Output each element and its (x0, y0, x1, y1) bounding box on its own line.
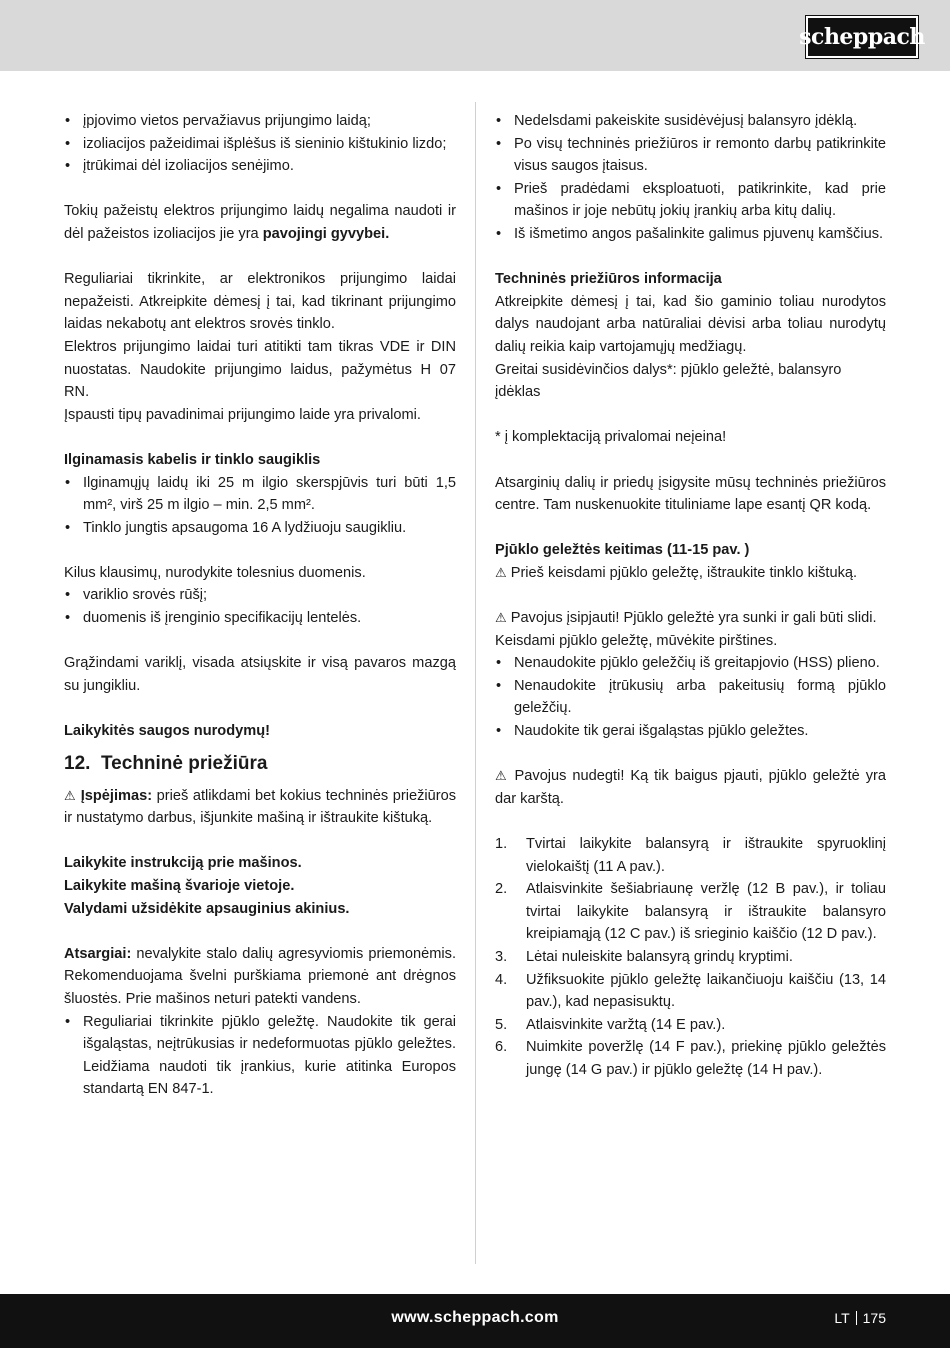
paragraph: Tokių pažeistų elektros prijungimo laidų negalima naudoti ir dėl pažeistos izoliacijos jie yra pavojingi gyvybei. (64, 203, 456, 242)
header-bar (0, 0, 950, 71)
left-column (64, 110, 456, 1101)
warning-icon: ⚠ (495, 564, 507, 580)
list-item: • Reguliariai tikrinkite pjūklo geležtę. Naudokite tik gerai išgaląstas, neįtrūkusias ir nedeformuotas pjūklo geležtes. Leidžiama naudoti tik įrankius, kurie atitinka Europos standartą EN 847-1. (64, 1011, 456, 1101)
blade-check-list (64, 1011, 456, 1101)
column-divider (475, 102, 476, 1264)
list-item: • Tinklo jungtis apsaugoma 16 A lydžiuoju saugikliu. (64, 517, 456, 540)
paragraph: Grąžindami variklį, visada atsiųskite ir visą pavaros mazgą su jungikliu. (64, 655, 456, 694)
steps-list (495, 833, 886, 1082)
subheading: Techninės priežiūros informacija (495, 271, 722, 288)
list-item: • variklio srovės rūšį; (64, 584, 456, 607)
safety-note: Laikykitės saugos nurodymų! (64, 723, 270, 740)
list-item: • įpjovimo vietos pervažiavus prijungimo laidą; (64, 110, 456, 133)
paragraph: Atkreipkite dėmesį į tai, kad šio gaminio toliau nurodytos dalys naudojant arba natūraliai dėvisi arba toliau nurodytų dalių reikia kaip vartojamųjų medžiagų. (495, 293, 886, 355)
list-item: • Nenaudokite įtrūkusių arba pakeitusių formą pjūklo geležčių. (495, 675, 886, 720)
list-item: • Po visų techninės priežiūros ir remonto darbų patikrinkite visus saugos įtaisus. (495, 133, 886, 178)
website-link[interactable]: www.scheppach.com (391, 1309, 559, 1326)
data-list (64, 584, 456, 629)
warning-paragraph: ⚠ Pavojus įsipjauti! Pjūklo geležtė yra sunki ir gali būti slidi. (495, 610, 877, 627)
step-item: 4. Užfiksuokite pjūklo geležtę laikančiuoju kaiščiu (13, 14 pav.), kad nepasisuktų. (495, 971, 886, 1011)
bold-line: Laikykite instrukciją prie mašinos. (64, 855, 302, 872)
paragraph: Keisdami pjūklo geležtę, mūvėkite pirštines. (495, 632, 778, 649)
paragraph: Kilus klausimų, nurodykite tolesnius duomenis. (64, 564, 366, 581)
maintenance-list (495, 110, 886, 246)
warning-paragraph: ⚠ Pavojus nudegti! Ką tik baigus pjauti, pjūklo geležtė yra dar karštą. (495, 768, 887, 807)
footnote: * į komplektaciją privalomai neįeina! (495, 429, 727, 446)
list-item: • Prieš pradėdami eksploatuoti, patikrinkite, kad prie mašinos ir joje nebūtų jokių įrankių arba kitų dalių. (495, 178, 886, 223)
page-indicator: LT 175 (834, 1310, 886, 1326)
paragraph: Greitai susidėvinčios dalys*: pjūklo geležtė, balansyro įdėklas (495, 361, 842, 401)
warning-icon: ⚠ (495, 610, 507, 626)
subheading: Ilginamasis kabelis ir tinklo saugiklis (64, 451, 321, 468)
list-item: • Nenaudokite pjūklo geležčių iš greitapjovio (HSS) plieno. (495, 652, 886, 675)
cable-list (64, 472, 456, 540)
footer-bar (0, 1294, 950, 1348)
step-item: 2. Atlaisvinkite šešiabriaunę veržlę (12 B pav.), ir toliau tvirtai laikykite balansyrą ir ištraukite balansyro kreipiamąją (12 C pav.) iš srieginio kaiščio (12 D pav.). (495, 881, 886, 943)
list-item: • Naudokite tik gerai išgaląstas pjūklo geležtes. (495, 720, 886, 743)
brand-logo: scheppach (806, 16, 918, 58)
warning-icon: ⚠ (495, 768, 509, 784)
right-column (495, 110, 886, 1082)
blade-list (495, 652, 886, 742)
step-item: 1. Tvirtai laikykite balansyrą ir ištraukite spyruoklinį vielokaištį (11 A pav.). (495, 836, 886, 875)
caution-paragraph: Atsargiai: nevalykite stalo dalių agresyviomis priemonėmis. Rekomenduojama švelni purškiama priemonė ant drėgnos šluostės. Prie mašinos neturi patekti vandens. (64, 945, 456, 1007)
list-item: • izoliacijos pažeidimai išplėšus iš sieninio kištukinio lizdo; (64, 133, 456, 156)
step-item: 6. Nuimkite poveržlę (14 F pav.), priekinę pjūklo geležtės jungę (14 G pav.) ir pjūklo geležtę (14 H pav.). (495, 1039, 886, 1078)
paragraph: Įspausti tipų pavadinimai prijungimo laide yra privalomi. (64, 406, 421, 423)
bold-line: Valydami užsidėkite apsauginius akinius. (64, 900, 350, 917)
paragraph: Atsarginių dalių ir priedų įsigysite mūsų techninės priežiūros centre. Tam nuskenuokite tituliniame lape esantį QR kodą. (495, 474, 886, 514)
damage-list (64, 110, 456, 178)
bold-line: Laikykite mašiną švarioje vietoje. (64, 878, 295, 894)
warning-icon: ⚠ (64, 787, 77, 803)
subheading: Pjūklo geležtės keitimas (11-15 pav. ) (495, 542, 750, 559)
step-item: 3. Lėtai nuleiskite balansyrą grindų kryptimi. (495, 948, 793, 965)
list-item: • Ilginamųjų laidų iki 25 m ilgio skerspjūvis turi būti 1,5 mm², virš 25 m ilgio – min. 2,5 mm². (64, 472, 456, 517)
paragraph: Elektros prijungimo laidai turi atitikti tam tikras VDE ir DIN nuostatas. Naudokite prijungimo laidus, pažymėtus H 07 RN. (64, 338, 456, 401)
step-item: 5. Atlaisvinkite varžtą (14 E pav.). (495, 1016, 726, 1033)
list-item: • įtrūkimai dėl izoliacijos senėjimo. (64, 155, 456, 178)
paragraph: Reguliariai tikrinkite, ar elektronikos prijungimo laidai nepažeisti. Atkreipkite dėmesį į tai, kad tikrinant prijungimo laidas nekabotų ant elektros srovės tinklo. (64, 271, 456, 333)
list-item: • Nedelsdami pakeiskite susidėvėjusį balansyro įdėklą. (495, 110, 886, 133)
warning-paragraph: ⚠ Prieš keisdami pjūklo geležtę, ištraukite tinklo kištuką. (495, 564, 858, 581)
list-item: • duomenis iš įrenginio specifikacijų lentelės. (64, 607, 456, 630)
warning-paragraph: ⚠ Įspėjimas: prieš atlikdami bet kokius techninės priežiūros ir nustatymo darbus, išjunkite mašiną ir ištraukite kištuką. (64, 787, 457, 827)
list-item: • Iš išmetimo angos pašalinkite galimus pjuvenų kamščius. (495, 223, 886, 246)
section-heading: 12. Techninė priežiūra (64, 752, 268, 774)
